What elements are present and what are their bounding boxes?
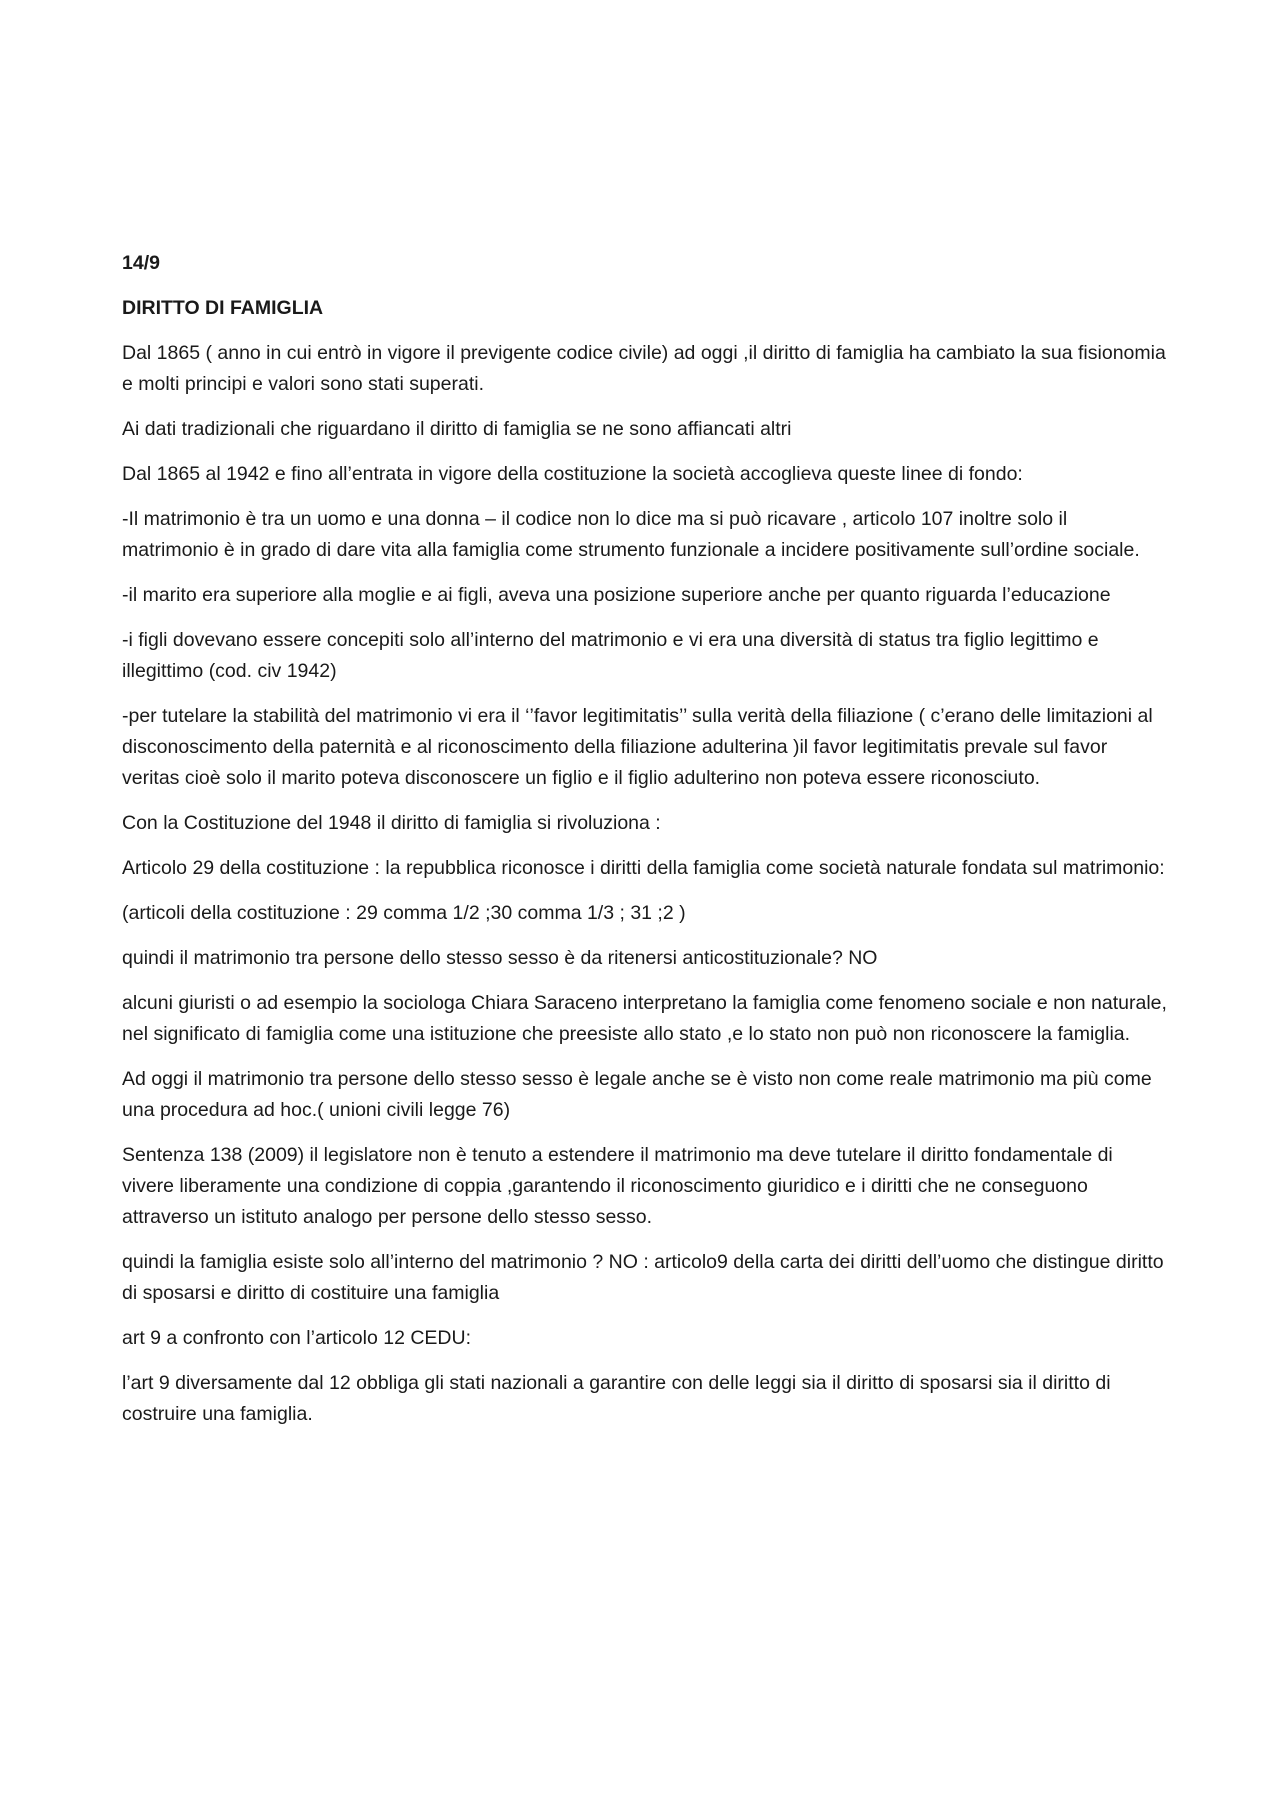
paragraph-14: Sentenza 138 (2009) il legislatore non è tenuto a estendere il matrimonio ma deve tutelare il diritto fondamentale di vivere liberamente una condizione di coppia ,garantendo il riconoscimento giuridico e i diritti che ne conseguono attraverso un istituto analogo per persone dello stesso sesso. [122, 1144, 1113, 1228]
paragraph-1: Dal 1865 ( anno in cui entrò in vigore il previgente codice civile) ad oggi ,il diritto di famiglia ha cambiato la sua fisionomia e molti principi e valori sono stati superati. [122, 342, 1166, 395]
paragraph-8: Con la Costituzione del 1948 il diritto di famiglia si rivoluziona : [122, 812, 661, 834]
paragraph-7: -per tutelare la stabilità del matrimonio vi era il ‘’favor legitimitatis’’ sulla verità della filiazione ( c’erano delle limitazioni al disconoscimento della paternità e al riconoscimento della filiazione adulterina )il favor legitimitatis prevale sul favor veritas cioè solo il marito poteva disconoscere un figlio e il figlio adulterino non poteva essere riconosciuto. [122, 705, 1153, 789]
document-title: DIRITTO DI FAMIGLIA [122, 297, 324, 319]
paragraph-16: art 9 a confronto con l’articolo 12 CEDU: [122, 1327, 472, 1349]
paragraph-15: quindi la famiglia esiste solo all’interno del matrimonio ? NO : articolo9 della carta dei diritti dell’uomo che distingue diritto di sposarsi e diritto di costituire una famiglia [122, 1251, 1164, 1304]
paragraph-6: -i figli dovevano essere concepiti solo all’interno del matrimonio e vi era una diversità di status tra figlio legittimo e illegittimo (cod. civ 1942) [122, 629, 1099, 682]
paragraph-4: -Il matrimonio è tra un uomo e una donna – il codice non lo dice ma si può ricavare , articolo 107 inoltre solo il matrimonio è in grado di dare vita alla famiglia come strumento funzionale a incidere positivamente sull’ordine sociale. [122, 508, 1140, 561]
paragraph-11: quindi il matrimonio tra persone dello stesso sesso è da ritenersi anticostituzionale? NO [122, 947, 878, 969]
paragraph-10: (articoli della costituzione : 29 comma 1/2 ;30 comma 1/3 ; 31 ;2 ) [122, 902, 686, 924]
paragraph-5: -il marito era superiore alla moglie e ai figli, aveva una posizione superiore anche per quanto riguarda l’educazione [122, 584, 1111, 606]
paragraph-9: Articolo 29 della costituzione : la repubblica riconosce i diritti della famiglia come società naturale fondata sul matrimonio: [122, 857, 1165, 879]
document-page [122, 248, 1167, 1444]
paragraph-2: Ai dati tradizionali che riguardano il diritto di famiglia se ne sono affiancati altri [122, 418, 792, 440]
paragraph-3: Dal 1865 al 1942 e fino all’entrata in vigore della costituzione la società accoglieva queste linee di fondo: [122, 463, 1023, 485]
document-date: 14/9 [122, 252, 160, 274]
paragraph-17: l’art 9 diversamente dal 12 obbliga gli stati nazionali a garantire con delle leggi sia il diritto di sposarsi sia il diritto di costruire una famiglia. [122, 1372, 1111, 1425]
paragraph-13: Ad oggi il matrimonio tra persone dello stesso sesso è legale anche se è visto non come reale matrimonio ma più come una procedura ad hoc.( unioni civili legge 76) [122, 1068, 1152, 1121]
paragraph-12: alcuni giuristi o ad esempio la sociologa Chiara Saraceno interpretano la famiglia come fenomeno sociale e non naturale, nel significato di famiglia come una istituzione che preesiste allo stato ,e lo stato non può non riconoscere la famiglia. [122, 992, 1167, 1045]
